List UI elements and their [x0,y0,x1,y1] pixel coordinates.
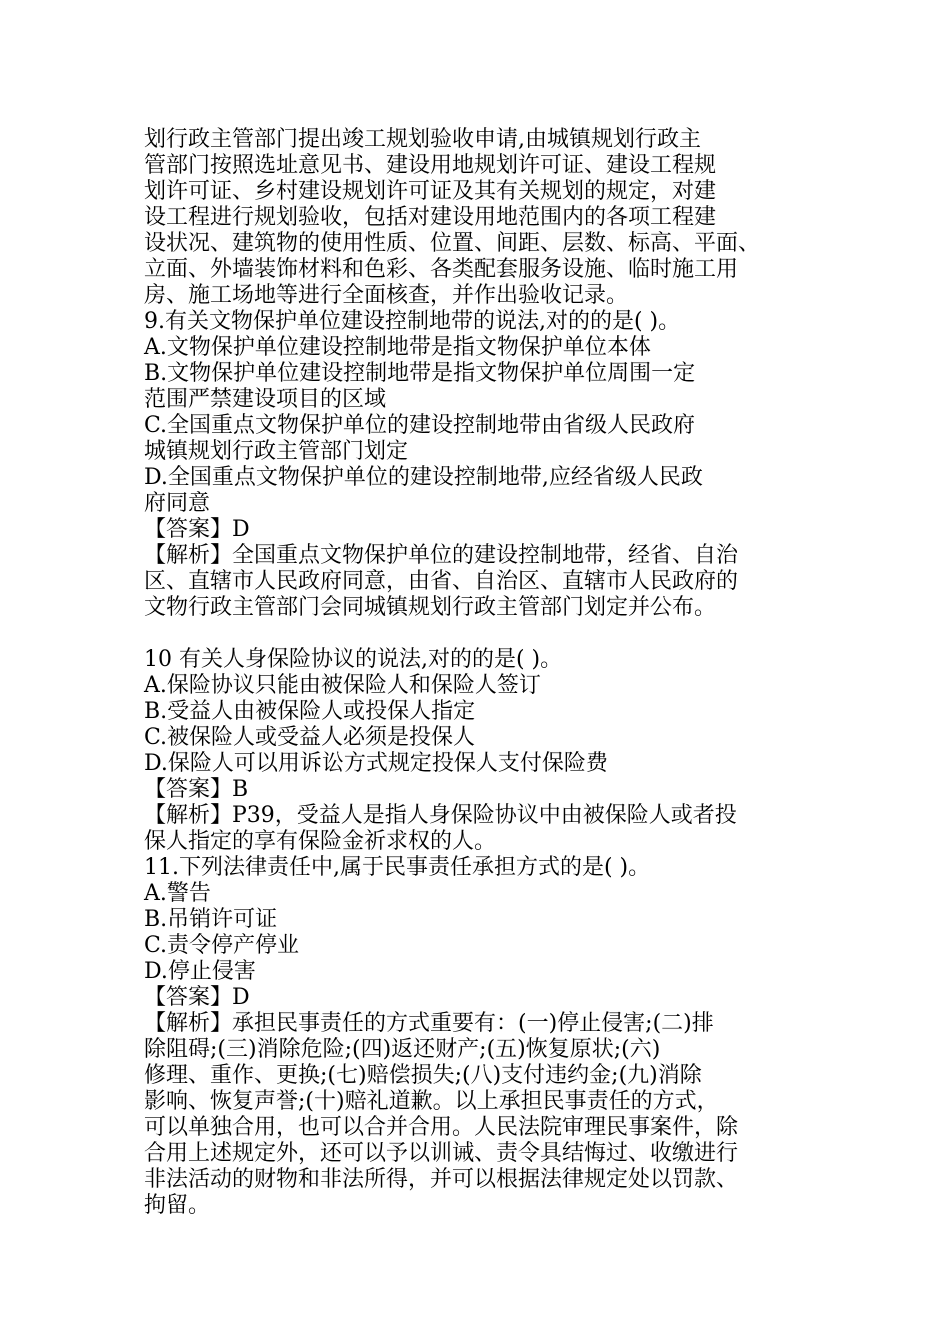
text-line: 设状况、建筑物的使用性质、位置、间距、层数、标高、平面、 [144,231,761,256]
document-page [144,127,824,1219]
text-line: 划行政主管部门提出竣工规划验收申请,由城镇规划行政主 [144,127,701,152]
explanation-cont: 区、直辖市人民政府同意，由省、自治区、直辖市人民政府的 [144,569,739,594]
option-c: C.责令停产停业 [144,933,300,958]
option-c-cont: 城镇规划行政主管部门划定 [144,439,409,464]
question-10-stem: 10 有关人身保险协议的说法,对的的是( )。 [144,647,563,672]
option-b: B.文物保护单位建设控制地带是指文物保护单位周围一定 [144,361,696,386]
blank-line [144,621,824,647]
explanation-cont: 保人指定的享有保险金祈求权的人。 [144,829,497,854]
question-11-stem: 11.下列法律责任中,属于民事责任承担方式的是( )。 [144,855,651,880]
option-c: C.被保险人或受益人必须是投保人 [144,725,476,750]
explanation-cont: 修理、重作、更换;(七)赔偿损失;(八)支付违约金;(九)消除 [144,1063,702,1088]
answer: 【答案】B [144,777,249,802]
option-c: C.全国重点文物保护单位的建设控制地带由省级人民政府 [144,413,696,438]
text-line: 管部门按照选址意见书、建设用地规划许可证、建设工程规 [144,153,717,178]
option-d: D.保险人可以用诉讼方式规定投保人支付保险费 [144,751,608,776]
option-d: D.停止侵害 [144,959,256,984]
explanation: 【解析】P39，受益人是指人身保险协议中由被保险人或者投 [144,803,737,828]
explanation-cont: 影响、恢复声誉;(十)赔礼道歉。以上承担民事责任的方式， [144,1089,719,1114]
text-line: 划许可证、乡村建设规划许可证及其有关规划的规定，对建 [144,179,717,204]
answer: 【答案】D [144,985,250,1010]
option-b-cont: 范围严禁建设项目的区域 [144,387,387,412]
option-a: A.文物保护单位建设控制地带是指文物保护单位本体 [144,335,651,360]
explanation-cont: 拘留。 [144,1193,211,1218]
option-b: B.受益人由被保险人或投保人指定 [144,699,476,724]
option-a: A.保险协议只能由被保险人和保险人签订 [144,673,541,698]
explanation-cont: 非法活动的财物和非法所得，并可以根据法律规定处以罚款、 [144,1167,739,1192]
answer: 【答案】D [144,517,250,542]
explanation: 【解析】承担民事责任的方式重要有：(一)停止侵害;(二)排 [144,1011,714,1036]
option-a: A.警告 [144,881,211,906]
option-d: D.全国重点文物保护单位的建设控制地带,应经省级人民政 [144,465,703,490]
question-9-stem: 9.有关文物保护单位建设控制地带的说法,对的的是( )。 [144,309,681,334]
text-line: 设工程进行规划验收，包括对建设用地范围内的各项工程建 [144,205,717,230]
option-b: B.吊销许可证 [144,907,278,932]
explanation-cont: 合用上述规定外，还可以予以训诫、责令具结悔过、收缴进行 [144,1141,739,1166]
text-line: 房、施工场地等进行全面核查，并作出验收记录。 [144,283,629,308]
text-line: 立面、外墙装饰材料和色彩、各类配套服务设施、临时施工用 [144,257,739,282]
explanation-cont: 除阻碍;(三)消除危险;(四)返还财产;(五)恢复原状;(六) [144,1037,661,1062]
explanation-cont: 可以单独合用，也可以合并合用。人民法院审理民事案件，除 [144,1115,739,1140]
option-d-cont: 府同意 [144,491,211,516]
explanation-cont: 文物行政主管部门会同城镇规划行政主管部门划定并公布。 [144,595,717,620]
explanation: 【解析】全国重点文物保护单位的建设控制地带，经省、自治 [144,543,739,568]
